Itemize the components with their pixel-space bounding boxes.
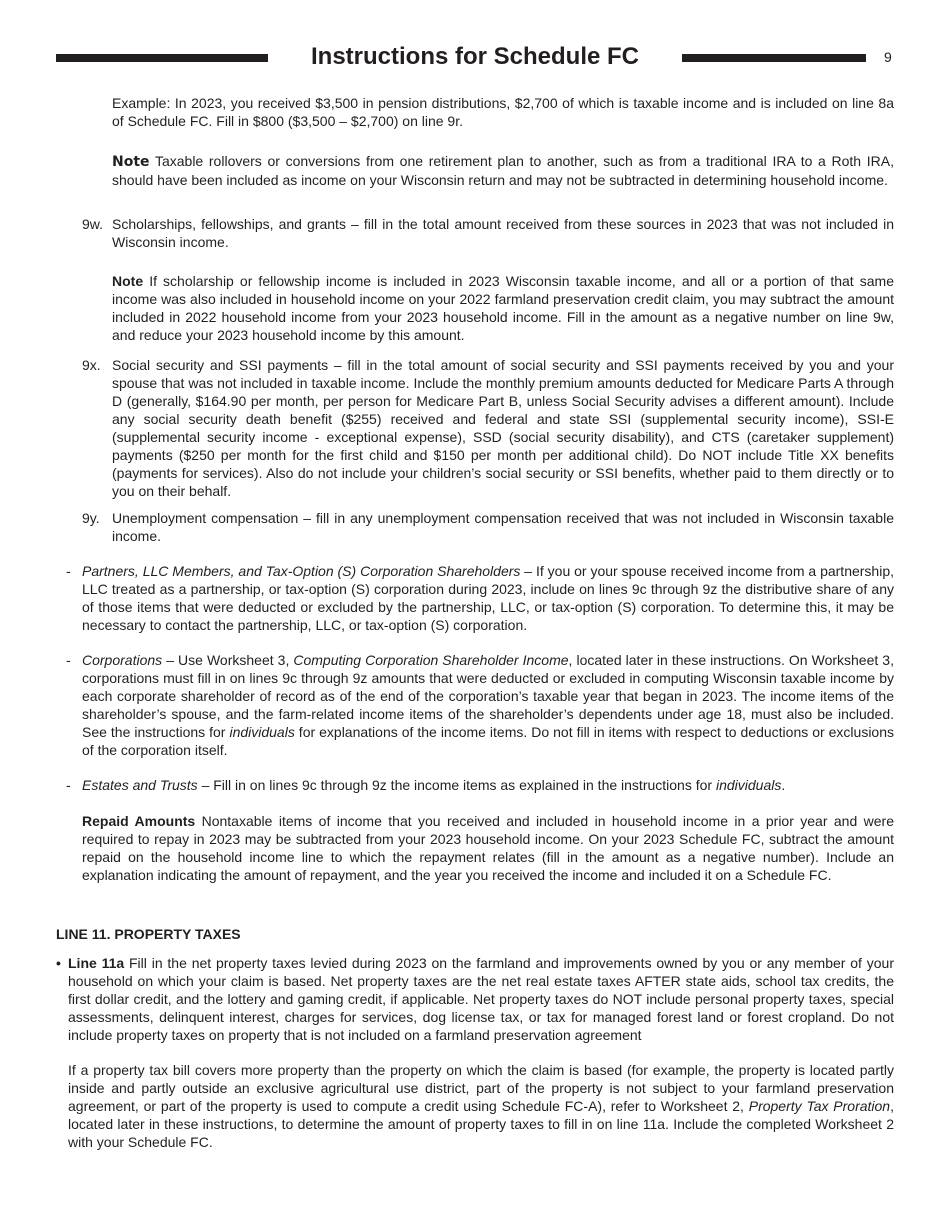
partners-text: – If you or your spouse received income from a partnership, LLC treated as a partnership, or tax-option (S) corporation during 2023, include on lines 9c through 9z the distributive share of any of those items that were deducted or excluded by the partnership, LLC, or tax-option (S) corporation. To determine this, it may be necessary to contact the partnership, LLC, or tax-option (S) corporation. [82, 563, 894, 633]
partners-heading: Partners, LLC Members, and Tax-Option (S) Corporation Shareholders [82, 563, 521, 579]
repaid-amounts-paragraph [82, 812, 894, 884]
note-label: Note [112, 273, 144, 289]
page-title: Instructions for Schedule FC [310, 43, 640, 70]
line-text: Unemployment compensation – fill in any unemployment compensation received that was not included in Wisconsin taxable income. [112, 510, 894, 544]
proration-paragraph [68, 1061, 894, 1151]
line-text: Social security and SSI payments – fill in the total amount of social security and SSI payments received by you and your spouse that was not included in taxable income. Include the monthly premium amounts deducted for Medicare Parts A through D (generally, $164.90 per month, per person for Medicare Part B, unless Social Security advises a different amount). Include any social security death benefit ($255) received and federal and state SSI (supplemental security income), SSI-E (supplemental security income - exceptional expense), SSD (social security disability), and CTS (caretaker supplement) payments ($250 per month for the first child and $150 per month per additional child). Do NOT include Title XX benefits (payments for services). Also do not include your children’s social security or SSI benefits, whether paid to them directly or to you on their behalf. [112, 357, 894, 499]
header-rule-right [682, 54, 866, 62]
line-item-9w [82, 215, 894, 251]
dash-marker: - [66, 563, 71, 579]
estates-heading: Estates and Trusts [82, 777, 198, 793]
individuals-ref: individuals [715, 777, 782, 793]
line-11a-label: Line 11a [68, 955, 125, 971]
corporations-text-c: for explanations of the income items. Do not fill in items with respect to deductions or exclusions of the corporation itself. [82, 724, 895, 758]
page-number: 9 [884, 49, 892, 65]
dash-marker: - [66, 652, 71, 668]
note-label: Note [112, 154, 150, 170]
note-text: If scholarship or fellowship income is included in 2023 Wisconsin taxable income, and all or a portion of that same income was also included in household income on your 2022 farmland preservation credit claim, you may subtract the amount included in 2022 household income from your 2023 household income. Fill in the amount as a negative number on line 9w, and reduce your 2023 household income by this amount. [112, 273, 894, 343]
note-scholarship [112, 272, 894, 344]
repaid-text: Nontaxable items of income that you received and included in household income in a prior year and were required to repay in 2023 may be subtracted from your 2023 household income. On your 2023 Schedule FC, subtract the amount repaid on the household income line to which the repayment relates (fill in the amount as a negative number). Include an explanation indicating the amount of repayment, and the year you received the income and included it on a Schedule FC. [82, 813, 894, 883]
proration-worksheet-title: Property Tax Proration [748, 1098, 891, 1114]
bullet-marker: • [56, 955, 61, 971]
corporations-text-a: – Use Worksheet 3, [162, 652, 294, 668]
line-number: 9y. [82, 510, 100, 526]
individuals-ref: individuals [229, 724, 295, 740]
section-heading-line-11: LINE 11. PROPERTY TAXES [56, 926, 241, 942]
note-text: Taxable rollovers or conversions from one retirement plan to another, such as from a traditional IRA to a Roth IRA, should have been included as income on your Wisconsin return and may not be subtracted in determining household income. [112, 153, 894, 188]
estates-paragraph [82, 776, 894, 794]
corporations-heading: Corporations [82, 652, 163, 668]
line-item-9y [82, 509, 894, 545]
proration-text-a: If a property tax bill covers more property than the property on which the claim is based (for example, the property is located partly inside and partly outside an exclusive agricultural use district, part of the property is not subject to your farmland preservation agreement, or part of the property is used to compute a credit using Schedule FC-A), refer to Worksheet 2, [68, 1062, 894, 1114]
example-paragraph: Example: In 2023, you received $3,500 in pension distributions, $2,700 of which is taxable income and is included on line 8a of Schedule FC. Fill in $800 ($3,500 – $2,700) on line 9r. [112, 95, 894, 129]
line-number: 9x. [82, 357, 101, 373]
partners-paragraph [82, 562, 894, 634]
note-rollovers [112, 152, 894, 189]
corporations-text-b: , located later in these instructions. On Worksheet 3, corporations must fill in on lines 9c through 9z amounts that were deducted or excluded in computing Wisconsin taxable income by each corporate shareholder of record as of the end of the corporation’s taxable year that began in 2023. The income items of the shareholder’s spouse, and the farm-related income items of the shareholder’s dependents under age 18, must also be included. See the instructions for [82, 652, 894, 740]
corporations-paragraph [82, 651, 894, 759]
worksheet-title: Computing Corporation Shareholder Income [293, 652, 569, 668]
estates-text-a: – Fill in on lines 9c through 9z the income items as explained in the instructions for [197, 777, 716, 793]
line-11a-text: Fill in the net property taxes levied during 2023 on the farmland and improvements owned by you or any member of your household on which your claim is based. Net property taxes are the net real estate taxes AFTER state aids, school tax credits, the first dollar credit, and the lottery and gaming credit, if applicable. Net property taxes do NOT include personal property taxes, special assessments, delinquent interest, charges for services, dog license tax, or tax for managed forest land or forest cropland. Do not include property taxes on property that is not included on a farmland preservation agreement [68, 955, 894, 1043]
header-rule-left [56, 54, 268, 62]
line-item-9x [82, 356, 894, 500]
repaid-label: Repaid Amounts [82, 813, 196, 829]
proration-text-b: , located later in these instructions, to determine the amount of property taxes to fill in on line 11a. Include the completed Worksheet 2 with your Schedule FC. [68, 1098, 894, 1150]
dash-marker: - [66, 777, 71, 793]
estates-text-b: . [781, 777, 786, 793]
line-11a-paragraph [68, 954, 894, 1044]
line-number: 9w. [82, 216, 104, 232]
line-text: Scholarships, fellowships, and grants – fill in the total amount received from these sources in 2023 that was not included in Wisconsin income. [112, 216, 894, 250]
